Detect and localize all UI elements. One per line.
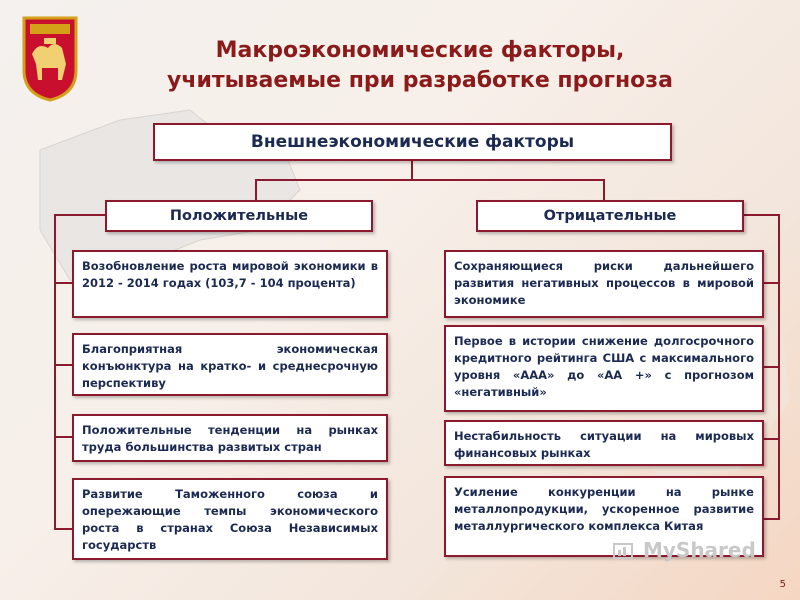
external-factors-box [153,123,672,161]
right-branch-1 [764,282,780,284]
positive-header-label: Положительные [169,208,309,224]
negative-item-1: Сохраняющиеся риски дальнейшего развития негативных процессов в мировой экономике [444,250,764,318]
positive-header-box [105,200,373,232]
left-branch-3 [54,436,72,438]
negative-header-box [476,200,744,232]
page-title [100,36,740,96]
right-branch-4 [764,518,780,520]
watermark-logo [612,538,756,564]
page-number: 5 [779,579,786,590]
left-branch-4 [54,528,72,530]
negative-item-2: Первое в истории снижение долгосрочного кредитного рейтинга США с максимального уровня «ААА» до «АА +» с прогнозом «негативный» [444,325,764,412]
left-branch-1 [54,282,72,284]
external-factors-label: Внешнеэкономические факторы [250,132,575,152]
right-branch-2 [764,366,780,368]
positive-item-2: Благоприятная экономическая конъюнктура на кратко- и среднесрочную перспективу [72,333,388,396]
left-spine [54,214,56,530]
right-branch-3 [764,438,780,440]
coat-of-arms-emblem [18,14,82,102]
positive-item-1: Возобновление роста мировой экономики в 2012 - 2014 годах (103,7 - 104 процента) [72,250,388,318]
watermark-text: MyShared [642,538,756,562]
connector-right-drop [603,179,605,201]
connector-top-vertical [411,160,413,180]
negative-header-label: Отрицательные [543,208,677,224]
negative-item-4: Усиление конкуренции на рынке металлопродукции, ускоренное развитие металлургического комплекса Китая [444,476,764,557]
connector-left-drop [255,179,257,201]
connector-top-horizontal [255,179,605,181]
right-spine-top [744,214,780,216]
title-line-1: Макроэкономические факторы, [215,38,625,63]
left-spine-top [54,214,106,216]
title-line-2: учитываемые при разработке прогноза [167,68,673,93]
positive-item-3: Положительные тенденции на рынках труда большинства развитых стран [72,414,388,462]
left-branch-2 [54,364,72,366]
positive-item-4: Развитие Таможенного союза и опережающие темпы экономического роста в странах Союза Независимых государств [72,478,388,560]
negative-item-3: Нестабильность ситуации на мировых финансовых рынках [444,420,764,466]
watermark-icon [612,540,636,564]
